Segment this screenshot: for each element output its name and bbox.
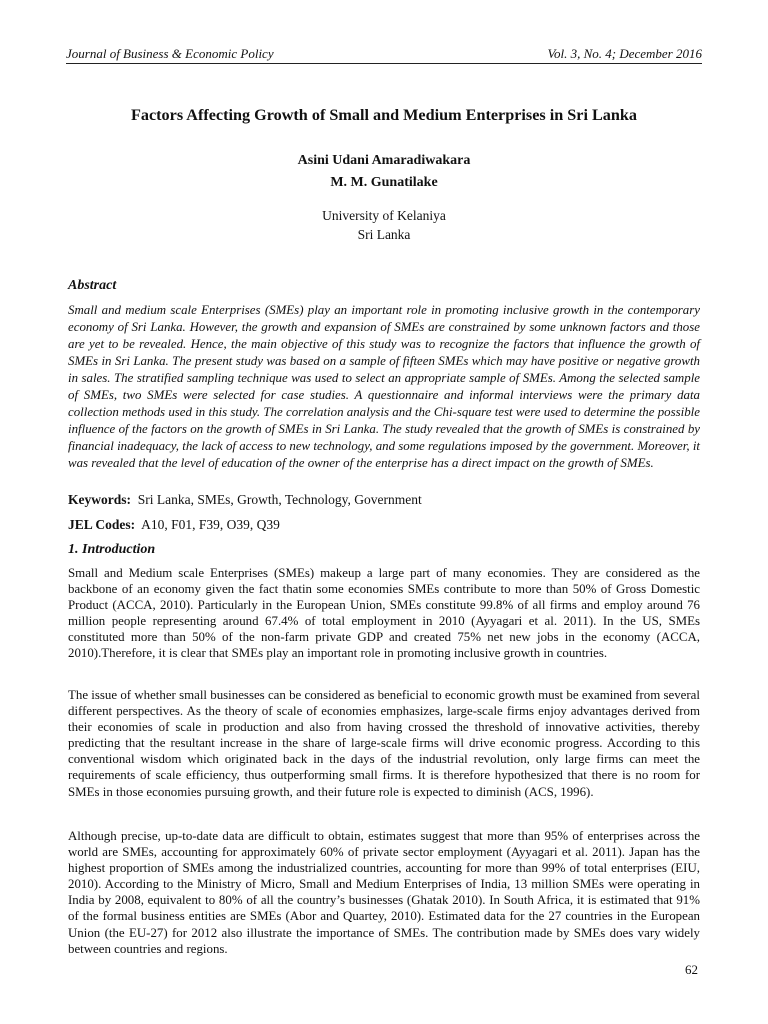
author-list xyxy=(66,150,702,194)
abstract-text: Small and medium scale Enterprises (SMEs) play an important role in promoting inclusive growth in the contemporary economy of Sri Lanka. However, the growth and expansion of SMEs are constrained by some unknown factors and those are yet to be revealed. Hence, the main objective of this study was to recognize the factors that influence the growth of SMEs in Sri Lanka. The present study was based on a sample of fifteen SMEs which may have positive or negative growth in sales. The stratified sampling technique was used to select an appropriate sample of SMEs. Among the selected sample of SMEs, two SMEs were selected for case studies. A questionnaire and informal interviews were the primary data collection methods used in this study. The correlation analysis and the Chi-square test were used to determine the possible influence of the factors on the growth of SMEs in Sri Lanka. The study revealed that the growth of SMEs is constrained by financial inadequacy, the lack of access to new technology, and some regulations imposed by the government. Moreover, it was revealed that the level of education of the owner of the enterprise has a direct impact on the growth of SMEs. xyxy=(68,303,700,471)
affiliation-country: Sri Lanka xyxy=(357,227,411,242)
issue-info: Vol. 3, No. 4; December 2016 xyxy=(547,46,702,61)
jel-codes-line xyxy=(68,516,280,534)
affiliation xyxy=(66,206,702,244)
journal-name: Journal of Business & Economic Policy xyxy=(66,46,274,61)
keywords-value: Sri Lanka, SMEs, Growth, Technology, Government xyxy=(137,492,422,507)
jel-codes-value: A10, F01, F39, O39, Q39 xyxy=(141,517,280,532)
body-paragraph: Although precise, up-to-date data are difficult to obtain, estimates suggest that more than 95% of enterprises across the world are SMEs, accounting for approximately 60% of private sector employment (Ayyagari et al. 2011). Japan has the highest proportion of SMEs among the industrialized countries, accounting for more than 99% of total enterprises (EIU, 2010). According to the Ministry of Micro, Small and Medium Enterprises of India, 13 million SMEs were operating in India by 2008, equivalent to 80% of all the country’s businesses (Ghatak 2010). In South Africa, it is estimated that 91% of the formal business entities are SMEs (Abor and Quartey, 2010). Estimated data for the 27 countries in the European Union (the EU-27) for 2012 also illustrate the importance of SMEs. The contribution made by SMEs does vary widely between countries and regions. xyxy=(68,829,700,956)
section-heading-introduction: 1. Introduction xyxy=(68,542,156,557)
page-number: 62 xyxy=(685,962,698,977)
running-header xyxy=(66,46,702,64)
author-name: Asini Udani Amaradiwakara xyxy=(297,153,471,168)
body-paragraph: Small and Medium scale Enterprises (SMEs) makeup a large part of many economies. They are considered as the backbone of an economy given the fact thatin some economies SMEs contribute to more than 50% of Gross Domestic Product (ACCA, 2010). Particularly in the European Union, SMEs constitute 99.8% of all firms and employ around 76 million people representing around 67.4% of total employment in 2010 (Ayyagari et al. 2011). In the US, SMEs constituted more than 50% of the non-farm private GDP and created 75% net new jobs in the economy (ACCA, 2010).Therefore, it is clear that SMEs play an important role in promoting inclusive growth in countries. xyxy=(68,566,700,661)
body-paragraph: The issue of whether small businesses can be considered as beneficial to economic growth must be examined from several different perspectives. As the theory of scale of economies emphasizes, large-scale firms enjoy advantages derived from their economies of scale in production and also from having crossed the threshold of innovative activities, thereby predicting that the resultant increase in the share of large-scale firms will drive economic progress. According to this conventional wisdom which originated back in the days of the industrial revolution, only large firms can meet the requirements of scale efficiency, thus outperforming small firms. It is therefore hypothesized that there is no room for SMEs in those economies pursuing growth, and their future role is expected to diminish (ACS, 1996). xyxy=(68,688,700,799)
keywords-label: Keywords: xyxy=(68,492,131,507)
author-name: M. M. Gunatilake xyxy=(330,175,438,190)
abstract-heading: Abstract xyxy=(68,278,117,293)
jel-codes-label: JEL Codes: xyxy=(68,517,136,532)
affiliation-institution: University of Kelaniya xyxy=(322,208,446,223)
paper-title: Factors Affecting Growth of Small and Medium Enterprises in Sri Lanka xyxy=(130,106,637,124)
keywords-line xyxy=(68,491,422,509)
